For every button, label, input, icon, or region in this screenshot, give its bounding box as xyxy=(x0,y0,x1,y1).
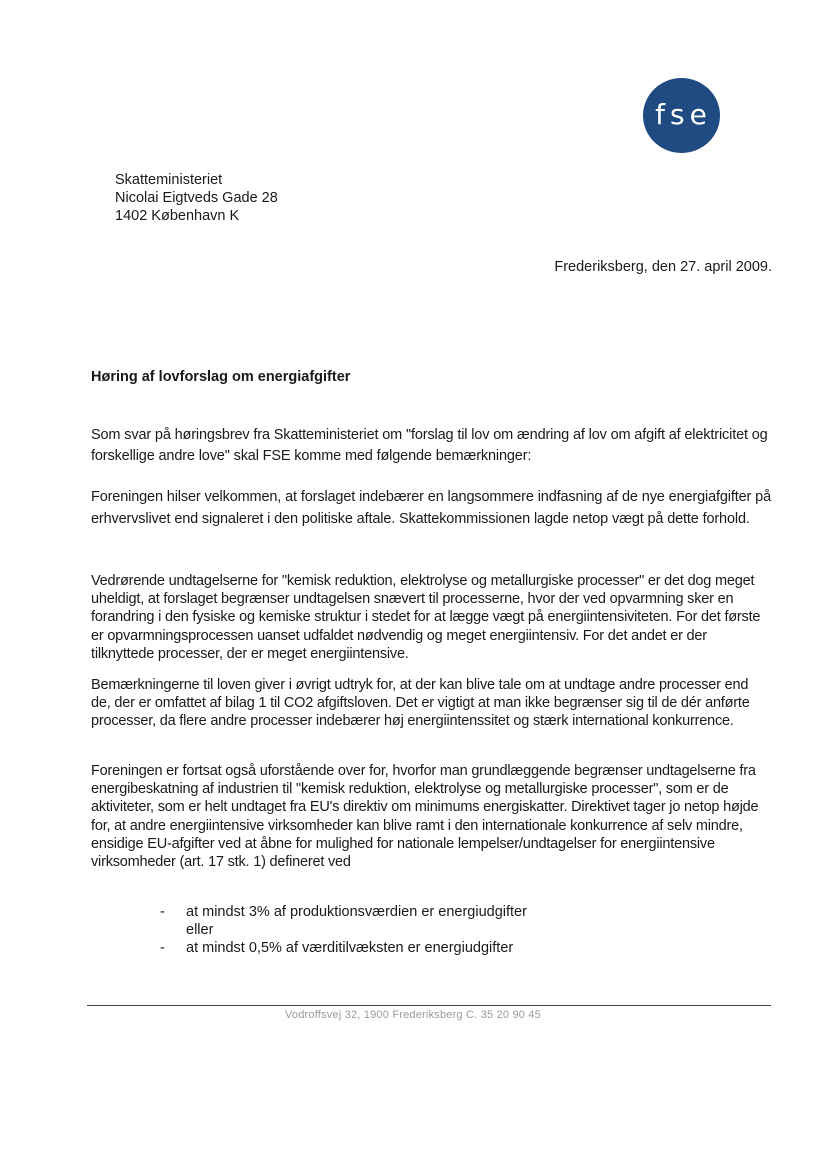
footer-divider xyxy=(87,1005,771,1006)
date-line: Frederiksberg, den 27. april 2009. xyxy=(554,259,772,275)
recipient-city: 1402 København K xyxy=(115,208,240,224)
bullet-dash: - xyxy=(160,904,165,920)
subject-heading: Høring af lovforslag om energiafgifter xyxy=(91,369,351,385)
list-item-text: at mindst 3% af produktionsværdien er energiudgifter xyxy=(186,904,527,920)
paragraph-intro: Som svar på høringsbrev fra Skatteministeriet om "forslag til lov om ændring af lov om afgift af elektricitet og forskellige andre love" skal FSE komme med følgende bemærkninger: xyxy=(91,427,768,464)
criteria-list xyxy=(160,903,527,957)
recipient-name: Skatteministeriet xyxy=(115,172,223,188)
list-item-text: at mindst 0,5% af værditilvæksten er energiudgifter xyxy=(186,940,514,956)
bullet-dash: - xyxy=(160,940,165,956)
fse-logo xyxy=(643,78,720,153)
list-item xyxy=(160,939,527,957)
list-item xyxy=(160,903,527,921)
paragraph-remarks: Bemærkningerne til loven giver i øvrigt udtryk for, at der kan blive tale om at undtage andre processer end de, der er omfattet af bilag 1 til CO2 afgiftsloven. Det er vigtigt at man ikke begrænser sig til de dér anførte processer, da flere andre processer indebærer høj energiintenssitet og stærk international konkurrence. xyxy=(91,677,750,730)
recipient-address xyxy=(115,171,278,225)
recipient-street: Nicolai Eigtveds Gade 28 xyxy=(115,190,278,206)
footer-address: Vodroffsvej 32, 1900 Frederiksberg C. 35 20 90 45 xyxy=(284,1009,542,1021)
paragraph-eu-directive: Foreningen er fortsat også uforstående over for, hvorfor man grundlæggende begrænser undtagelserne fra energibeskatning af industrien til "kemisk reduktion, elektrolyse og metallurgiske processer", som er de aktiviteter, som er helt undtaget fra EU's direktiv om minimums energiskatter. Direktivet tager jo netop højde for, at andre energiintensive virksomheder kan blive ramt i den internationale konkurrence af selv mindre, ensidige EU-afgifter ved at åbne for mulighed for nationale lempelser/undtagelser for energiintensive virksomheder (art. 17 stk. 1) defineret ved xyxy=(91,763,759,871)
paragraph-exemptions: Vedrørende undtagelserne for "kemisk reduktion, elektrolyse og metallurgiske processer" er det dog meget uheldigt, at forslaget begrænser undtagelsen snævert til processerne, hvor der ved opvarmning sker en forandring i den fysiske og kemiske struktur i stedet for at lægge vægt på energiintensiviteten. For det første er opvarmningsprocessen uanset udfaldet nødvendig og meget energiintensiv. For det andet er der tilknyttede processer, der er meget energiintensive. xyxy=(91,573,761,662)
list-connector: eller xyxy=(186,922,214,938)
logo-text: fse xyxy=(655,98,712,131)
paragraph-welcome: Foreningen hilser velkommen, at forslaget indebærer en langsommere indfasning af de nye energiafgifter på erhvervslivet end signaleret i den politiske aftale. Skattekommissionen lagde netop vægt på dette forhold. xyxy=(91,489,771,527)
